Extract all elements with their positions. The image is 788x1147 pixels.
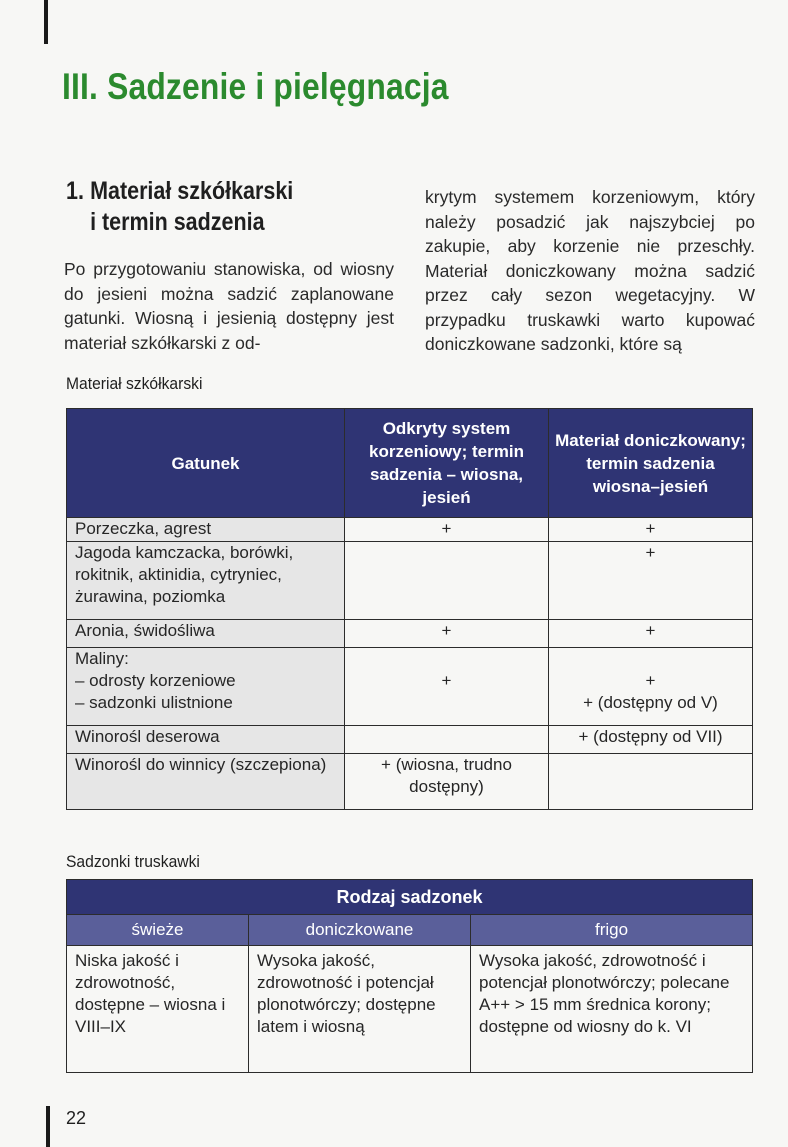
header-fresh: świeże bbox=[67, 915, 249, 946]
header-frigo: frigo bbox=[471, 915, 753, 946]
chapter-title: III. Sadzenie i pielęgnacja bbox=[62, 66, 449, 107]
section-title bbox=[66, 176, 293, 238]
table-row bbox=[67, 946, 753, 1073]
strawberry-group-header-row bbox=[67, 880, 753, 915]
species-cell: Aronia, świdośliwa bbox=[67, 620, 345, 648]
bare-root-cell: + bbox=[345, 620, 549, 648]
bare-root-cell bbox=[345, 726, 549, 754]
container-cell: + bbox=[549, 620, 753, 648]
strawberry-table bbox=[66, 879, 753, 1073]
fresh-cell: Niska jakość i zdrowotność, dostępne – wiosna i VIII–IX bbox=[67, 946, 249, 1073]
strawberry-header-row bbox=[67, 915, 753, 946]
table-row bbox=[67, 754, 753, 810]
paragraph-right: krytym systemem korzeniowym, który należy posadzić jak najszybciej po zakupie, aby korzenie nie przeschły. Materiał doniczkowany można sadzić przez cały sezon wegetacyjny. W przypadku truskawki warto kupować doniczkowane sadzonki, które są bbox=[425, 187, 755, 354]
container-cell bbox=[549, 754, 753, 810]
margin-bar-top bbox=[44, 0, 48, 44]
species-cell: Maliny: – odrosty korzeniowe – sadzonki ulistnione bbox=[67, 648, 345, 726]
species-cell: Winorośl do winnicy (szczepiona) bbox=[67, 754, 345, 810]
section-title-line1: Materiał szkółkarski bbox=[90, 177, 294, 205]
bare-root-cell: + bbox=[345, 648, 549, 726]
container-cell: + bbox=[549, 542, 753, 620]
page-number: 22 bbox=[66, 1108, 87, 1128]
frigo-cell: Wysoka jakość, zdrowotność i potencjał plonotwórczy; polecane A++ > 15 mm średnica korony; dostępne od wiosny do k. VI bbox=[471, 946, 753, 1073]
container-cell: + (dostępny od VII) bbox=[549, 726, 753, 754]
strawberry-table-caption: Sadzonki truskawki bbox=[66, 852, 200, 871]
table-row bbox=[67, 518, 753, 542]
table-row bbox=[67, 726, 753, 754]
species-cell: Jagoda kamczacka, borówki, rokitnik, aktinidia, cytryniec, żurawina, poziomka bbox=[67, 542, 345, 620]
material-table-caption: Materiał szkółkarski bbox=[66, 374, 203, 393]
header-seedling-type: Rodzaj sadzonek bbox=[67, 880, 753, 915]
species-cell: Porzeczka, agrest bbox=[67, 518, 345, 542]
table-row bbox=[67, 648, 753, 726]
section-number: 1. bbox=[66, 177, 84, 205]
paragraph-left: Po przygotowaniu stanowiska, od wiosny do jesieni można sadzić zaplanowane gatunki. Wiosną i jesienią dostępny jest materiał szkółkarski z od- bbox=[64, 259, 394, 353]
bare-root-cell: + (wiosna, trudno dostępny) bbox=[345, 754, 549, 810]
bare-root-cell bbox=[345, 542, 549, 620]
section-title-line2: i termin sadzenia bbox=[90, 208, 265, 236]
species-cell: Winorośl deserowa bbox=[67, 726, 345, 754]
potted-cell: Wysoka jakość, zdrowotność i potencjał plonotwórczy; dostępne latem i wiosną bbox=[249, 946, 471, 1073]
header-bare-root: Odkryty system korzeniowy; termin sadzenia – wiosna, jesień bbox=[345, 409, 549, 518]
material-table-header-row bbox=[67, 409, 753, 518]
header-potted: doniczkowane bbox=[249, 915, 471, 946]
header-species: Gatunek bbox=[67, 409, 345, 518]
container-cell: + + (dostępny od V) bbox=[549, 648, 753, 726]
bare-root-cell: + bbox=[345, 518, 549, 542]
table-row bbox=[67, 542, 753, 620]
header-container: Materiał doniczkowany; termin sadzenia wiosna–jesień bbox=[549, 409, 753, 518]
material-table bbox=[66, 408, 753, 810]
container-cell: + bbox=[549, 518, 753, 542]
margin-bar-bottom bbox=[46, 1106, 50, 1147]
table-row bbox=[67, 620, 753, 648]
